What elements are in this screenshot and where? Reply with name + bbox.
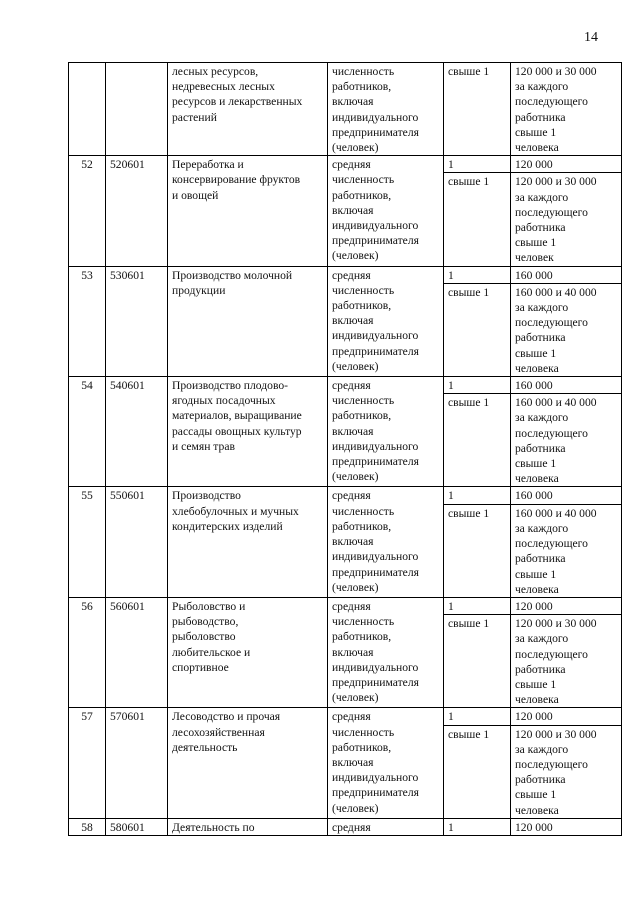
income-amount-cell: 160 000 и 40 000 за каждого последующего работника свыше 1 человека [511,394,622,487]
indicator-cell: средняя численность работников, включая индивидуального предпринимателя (человек) [328,377,444,487]
employee-count-cell: 1 [444,377,511,394]
employee-count-cell: 1 [444,266,511,283]
activity-name-cell: лесных ресурсов, недревесных лесных ресурсов и лекарственных растений [168,63,328,156]
indicator-cell: средняя численность работников, включая индивидуального предпринимателя (человек) [328,708,444,818]
table-row [69,377,622,394]
activity-code-cell: 570601 [106,708,168,818]
income-amount-cell: 120 000 [511,818,622,835]
income-amount-cell: 160 000 [511,377,622,394]
employee-count-cell: 1 [444,597,511,614]
employee-count-cell: свыше 1 [444,63,511,156]
table-row [69,63,622,156]
indicator-cell: средняя численность работников, включая индивидуального предпринимателя (человек) [328,266,444,376]
table-row [69,818,622,835]
row-number-cell: 52 [69,156,106,266]
employee-count-cell: 1 [444,156,511,173]
indicator-cell: средняя численность работников, включая индивидуального предпринимателя (человек) [328,597,444,707]
activity-name-cell: Производство плодово- ягодных посадочных материалов, выращивание рассады овощных культур и семян трав [168,377,328,487]
income-amount-cell: 120 000 и 30 000 за каждого последующего работника свыше 1 человека [511,63,622,156]
activity-name-cell: Производство молочной продукции [168,266,328,376]
employee-count-cell: 1 [444,708,511,725]
employee-count-cell: 1 [444,818,511,835]
row-number-cell: 57 [69,708,106,818]
income-amount-cell: 160 000 и 40 000 за каждого последующего работника свыше 1 человека [511,504,622,597]
row-number-cell: 53 [69,266,106,376]
activity-code-cell: 540601 [106,377,168,487]
income-amount-cell: 120 000 [511,708,622,725]
table-row [69,597,622,614]
table-body [69,63,622,836]
page-number: 14 [584,30,598,45]
activity-code-cell: 530601 [106,266,168,376]
income-amount-cell: 120 000 и 30 000 за каждого последующего работника свыше 1 человек [511,173,622,266]
indicator-cell: средняя [328,818,444,835]
activity-code-cell: 580601 [106,818,168,835]
indicator-cell: средняя численность работников, включая индивидуального предпринимателя (человек) [328,487,444,597]
activity-code-cell [106,63,168,156]
income-amount-cell: 120 000 и 30 000 за каждого последующего работника свыше 1 человека [511,725,622,818]
indicator-cell: средняя численность работников, включая индивидуального предпринимателя (человек) [328,156,444,266]
employee-count-cell: 1 [444,487,511,504]
row-number-cell [69,63,106,156]
activity-name-cell: Деятельность по [168,818,328,835]
employee-count-cell: свыше 1 [444,615,511,708]
activity-name-cell: Рыболовство и рыбоводство, рыболовство любительское и спортивное [168,597,328,707]
row-number-cell: 56 [69,597,106,707]
activity-name-cell: Переработка и консервирование фруктов и овощей [168,156,328,266]
row-number-cell: 54 [69,377,106,487]
data-table [68,62,622,836]
activity-name-cell: Производство хлебобулочных и мучных кондитерских изделий [168,487,328,597]
income-amount-cell: 120 000 и 30 000 за каждого последующего работника свыше 1 человека [511,615,622,708]
income-amount-cell: 120 000 [511,597,622,614]
row-number-cell: 58 [69,818,106,835]
employee-count-cell: свыше 1 [444,504,511,597]
employee-count-cell: свыше 1 [444,283,511,376]
income-amount-cell: 160 000 [511,266,622,283]
table-row [69,156,622,173]
activity-code-cell: 550601 [106,487,168,597]
table-row [69,708,622,725]
employee-count-cell: свыше 1 [444,173,511,266]
income-amount-cell: 160 000 и 40 000 за каждого последующего работника свыше 1 человека [511,283,622,376]
activity-code-cell: 520601 [106,156,168,266]
indicator-cell: численность работников, включая индивидуального предпринимателя (человек) [328,63,444,156]
table-row [69,266,622,283]
row-number-cell: 55 [69,487,106,597]
activity-code-cell: 560601 [106,597,168,707]
income-amount-cell: 120 000 [511,156,622,173]
employee-count-cell: свыше 1 [444,725,511,818]
employee-count-cell: свыше 1 [444,394,511,487]
income-amount-cell: 160 000 [511,487,622,504]
activity-name-cell: Лесоводство и прочая лесохозяйственная деятельность [168,708,328,818]
table-row [69,487,622,504]
